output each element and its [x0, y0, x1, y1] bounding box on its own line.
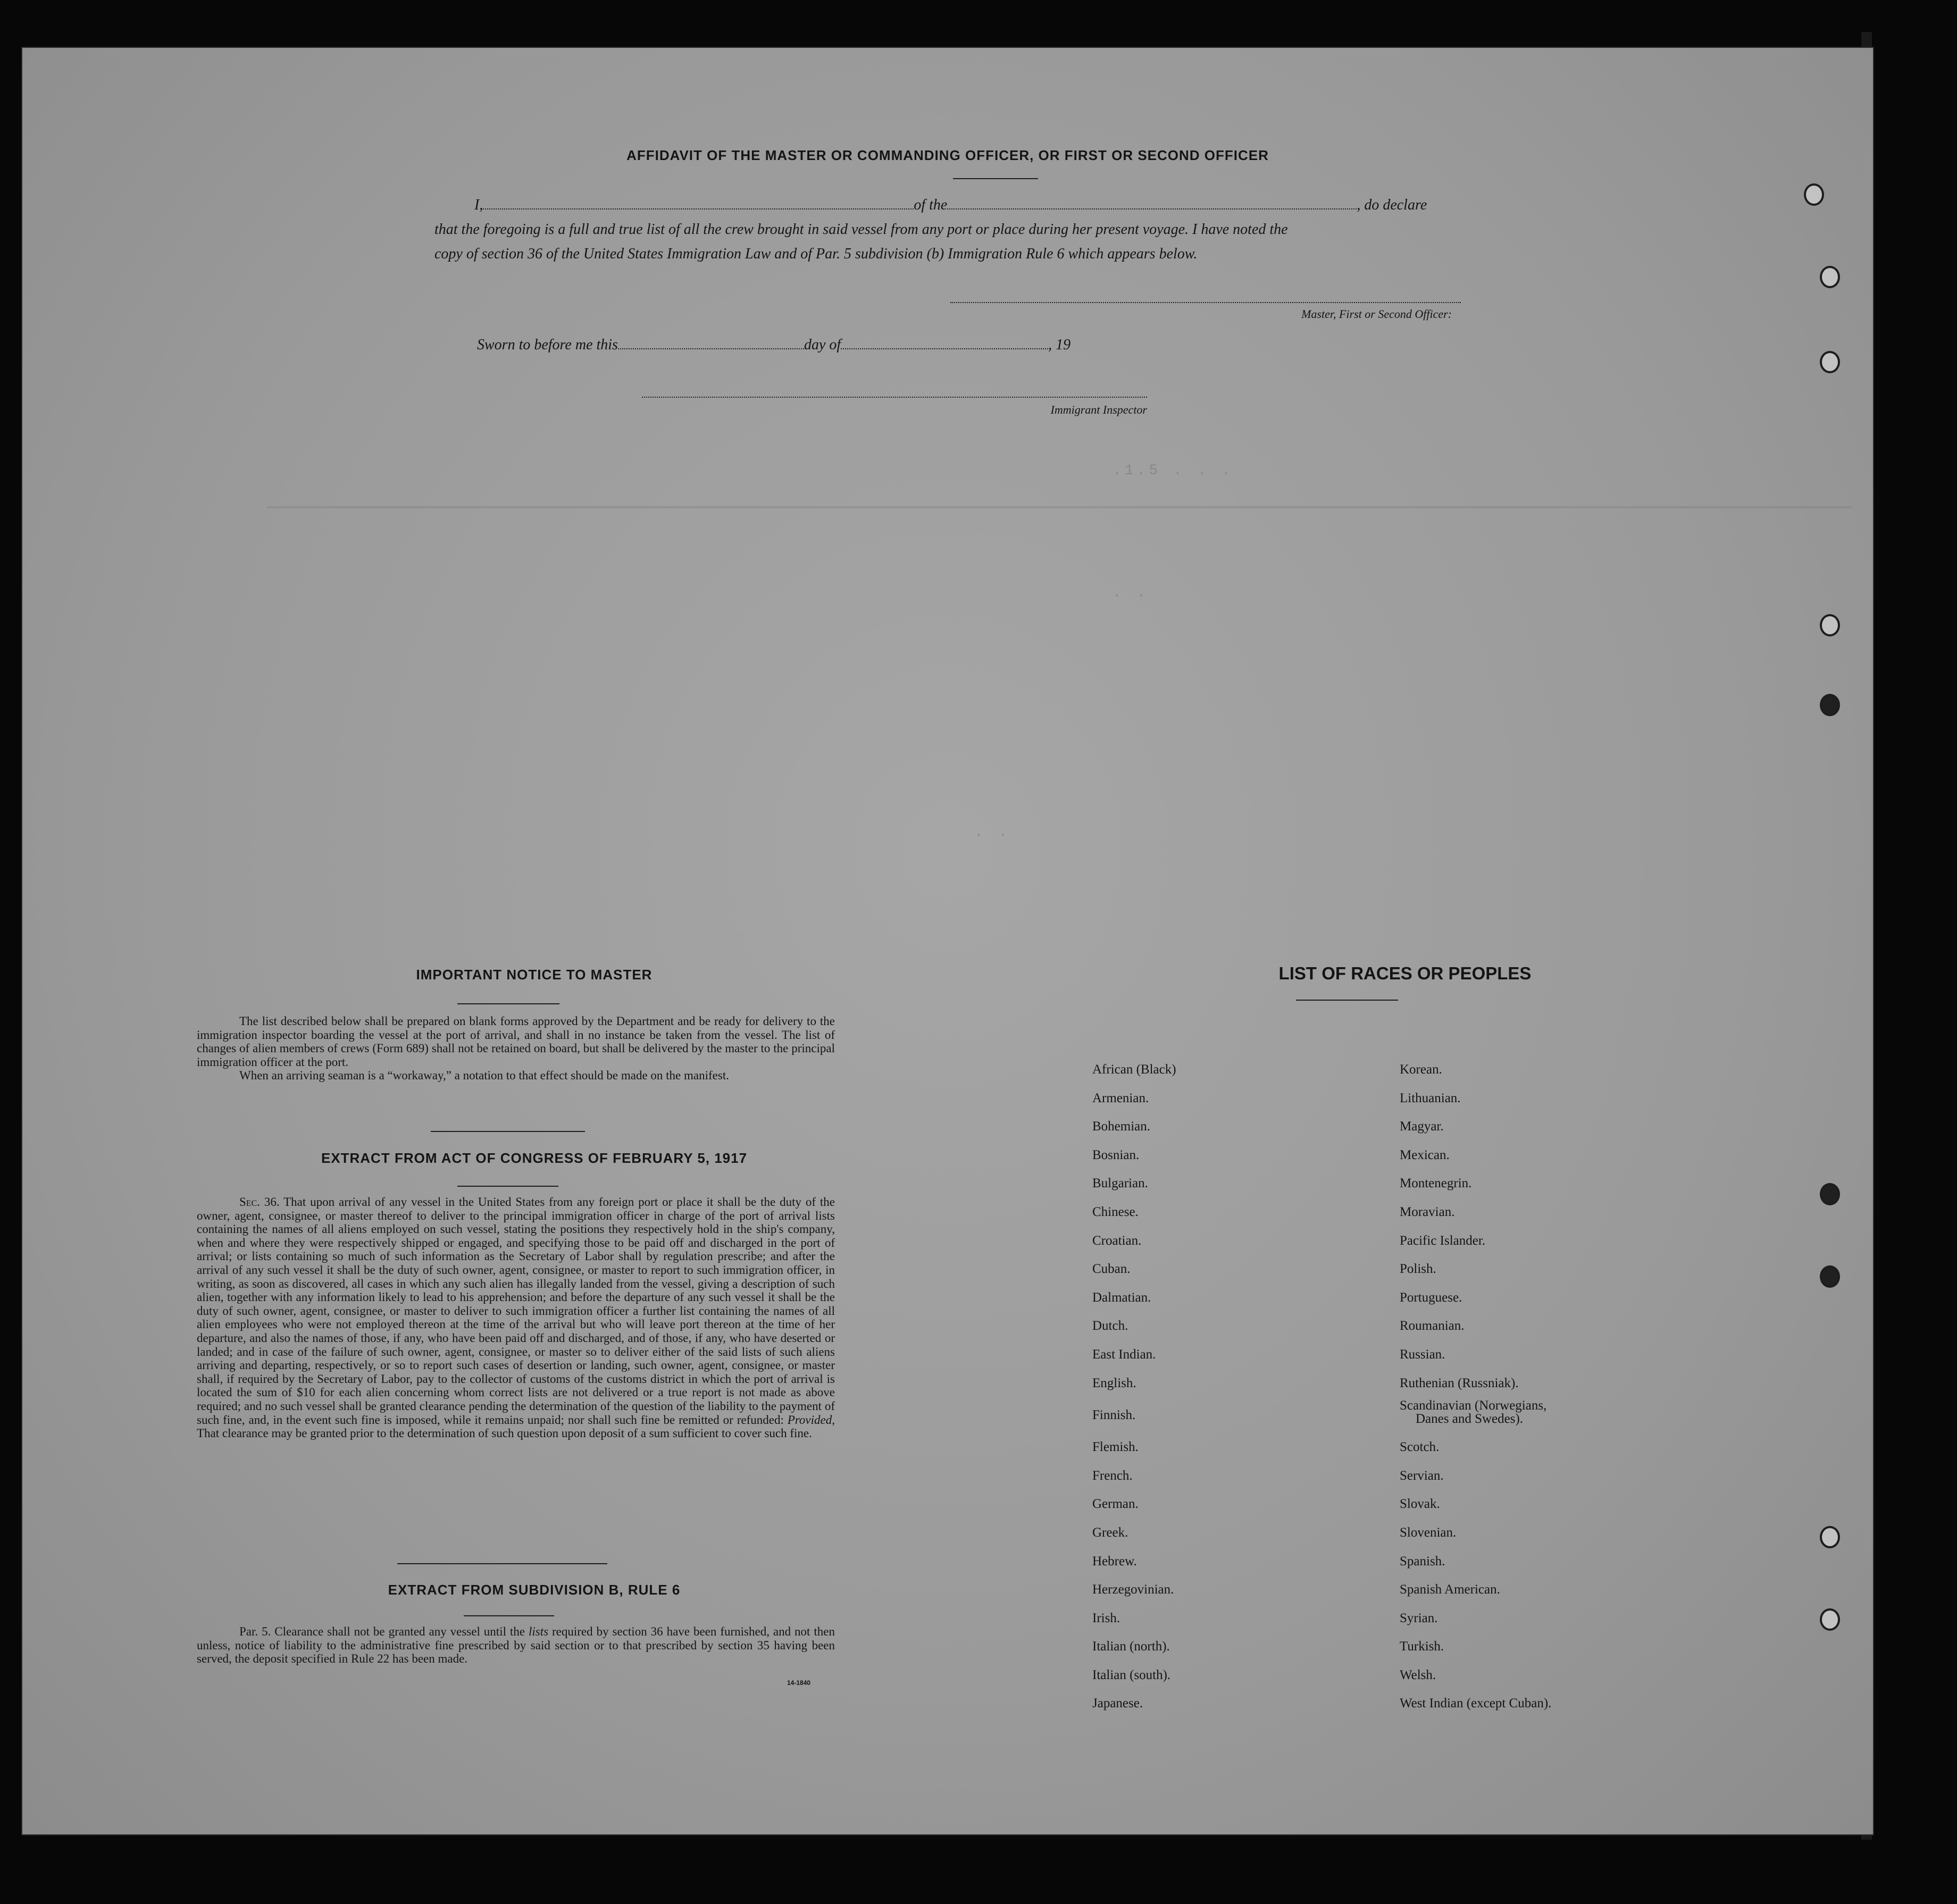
races-rule [1296, 1000, 1398, 1001]
race-item: Bohemian. [1092, 1119, 1151, 1134]
punch-hole [1820, 351, 1840, 373]
punch-hole [1820, 266, 1840, 288]
sworn-year-label: , 19 [1048, 337, 1071, 353]
sworn-prefix: Sworn to before me this [477, 337, 618, 353]
punch-hole [1820, 614, 1840, 636]
bleed-through-row [267, 506, 1852, 508]
race-item: Montenegrin. [1400, 1176, 1472, 1191]
race-item: West Indian (except Cuban). [1400, 1696, 1552, 1711]
race-item: Italian (south). [1092, 1667, 1171, 1682]
notice-paragraph-2: When an arriving seaman is a “workaway,” a notation to that effect should be made on the manifest. [239, 1069, 729, 1083]
race-item: Flemish. [1092, 1440, 1139, 1455]
bleed-through-marks: . . [1113, 585, 1149, 601]
notice-title: IMPORTANT NOTICE TO MASTER [416, 967, 653, 983]
races-right-column [1400, 1055, 1551, 1718]
bleed-through-marks: . . [974, 824, 1011, 841]
punch-hole [1820, 1526, 1840, 1548]
race-item: East Indian. [1092, 1347, 1156, 1362]
sworn-day-blank[interactable] [618, 338, 804, 349]
punch-hole [1804, 183, 1824, 206]
race-item: Russian. [1400, 1347, 1445, 1362]
title-rule [953, 178, 1038, 179]
races-left-column [1092, 1055, 1176, 1718]
race-item: Korean. [1400, 1062, 1442, 1077]
race-item: Pacific Islander. [1400, 1233, 1486, 1248]
race-item: Chinese. [1092, 1204, 1139, 1219]
race-item: Croatian. [1092, 1233, 1142, 1248]
race-item-line: Danes and Swedes). [1416, 1412, 1524, 1427]
race-item: English. [1092, 1375, 1136, 1390]
divider-rule [431, 1131, 585, 1132]
rule-text-before: Par. 5. Clearance shall not be granted any vessel until the [239, 1625, 525, 1638]
race-item: Bulgarian. [1092, 1176, 1148, 1191]
race-item: Portuguese. [1400, 1290, 1462, 1305]
race-item: Slovenian. [1400, 1525, 1457, 1540]
race-item: Bosnian. [1092, 1147, 1140, 1162]
race-item: Ruthenian (Russniak). [1400, 1375, 1519, 1390]
bleed-through-marks: .1.5 . . . [1113, 463, 1234, 479]
race-item: German. [1092, 1497, 1139, 1512]
race-item: Mexican. [1400, 1147, 1450, 1162]
master-signature-caption: Master, First or Second Officer: [1301, 307, 1452, 321]
sworn-line [477, 337, 1071, 354]
race-item: French. [1092, 1468, 1133, 1483]
affidavit-line-2: that the foregoing is a full and true list of all the crew brought in said vessel from any port or place during her present voyage. I have noted the [434, 221, 1288, 238]
race-item: Armenian. [1092, 1091, 1149, 1105]
race-item: Herzegovinian. [1092, 1582, 1174, 1597]
race-item: Slovak. [1400, 1497, 1440, 1512]
race-item: Irish. [1092, 1611, 1120, 1625]
name-blank[interactable] [483, 198, 914, 209]
race-item: Polish. [1400, 1262, 1436, 1277]
extract-rule-rule [464, 1615, 554, 1616]
rule-lists-word: lists [528, 1625, 549, 1638]
section-text: That upon arrival of any vessel in the United States from any foreign port or place it shall be the duty of the owner, agent, consignee, or master thereof to deliver to the principal immigration officer in charge of the port of arrival lists containing the names of all aliens employed on such vessel, stating the positions they respectively hold in the ship's company, when and where they were respectively shipped or engaged, and specifying those to be paid off and discharged in the port of arrival; or lists containing so much of such information as the Secretary of Labor shall by regulation prescribe; and after the arrival of any such vessel it shall be the duty of such owner, agent, consignee, or master to report to such immigration officer, in writing, as soon as discovered, all cases in which any such alien has illegally landed from the vessel, giving a description of such alien, together with any information likely to lead to his apprehension; and before the departure of any such vessel it shall be the duty of such owner, agent, consignee, or master to deliver to such immigration officer a further list containing the names of all alien employees who were not employed thereon at the time of the arrival but who will leave port thereon at the time of her departure, and also the names of those, if any, who have been paid off and discharged, and of those, if any, who have deserted or landed; and in case of the failure of such owner, agent, consignee, or master so to deliver either of the said lists of such aliens arriving and departing, respectively, or so to report such cases of desertion or landing, such owner, agent, consignee, or master shall, if required by the Secretary of Labor, pay to the collector of customs of the customs district in which the port of arrival is located the sum of $10 for each alien concerning whom correct lists are not delivered or a true report is not made as above required; and no such vessel shall be granted clearance pending the determination of the question of the liability to the payment of such fine, and, in the event such fine is imposed, while it remains unpaid; nor shall such fine be remitted or refunded: [197, 1195, 835, 1427]
inspector-signature-line[interactable] [642, 397, 1147, 398]
rule-text-after: required by section 36 have been furnished, and not then unless, notice of liability to the administrative fine prescribed by said section or to that prescribed by section 35 having been served, the deposit specified in Rule 22 has been made. [197, 1625, 835, 1666]
race-item: Spanish American. [1400, 1582, 1500, 1597]
extract-act-text [197, 1195, 835, 1440]
extract-act-title: EXTRACT FROM ACT OF CONGRESS OF FEBRUARY 5, 1917 [321, 1150, 748, 1166]
punch-hole [1820, 1265, 1840, 1288]
notice-text [197, 1014, 835, 1083]
extract-rule-text [197, 1625, 835, 1666]
race-item: Magyar. [1400, 1119, 1444, 1134]
form-sheet [22, 48, 1873, 1834]
inspector-signature-caption: Immigrant Inspector [1050, 403, 1147, 416]
race-item: Spanish. [1400, 1554, 1445, 1569]
punch-hole [1820, 1183, 1840, 1205]
extract-rule-title: EXTRACT FROM SUBDIVISION B, RULE 6 [388, 1582, 681, 1598]
proviso-text: That clearance may be granted prior to the determination of such question upon deposit of a sum sufficient to cover such fine. [197, 1427, 812, 1440]
race-item-line: Scandinavian (Norwegians, [1400, 1398, 1547, 1413]
race-item: Italian (north). [1092, 1639, 1170, 1654]
race-item: Dalmatian. [1092, 1290, 1151, 1305]
extract-act-rule [457, 1186, 558, 1187]
sworn-day-label: day of [804, 337, 841, 353]
race-item: Turkish. [1400, 1639, 1444, 1654]
vessel-blank[interactable] [947, 198, 1357, 209]
master-signature-line[interactable] [950, 302, 1461, 303]
race-item: Hebrew. [1092, 1554, 1137, 1569]
affidavit-i-label: I, [474, 197, 483, 213]
affidavit-title: AFFIDAVIT OF THE MASTER OR COMMANDING OFFICER, OR FIRST OR SECOND OFFICER [626, 147, 1269, 163]
sworn-month-blank[interactable] [841, 338, 1048, 349]
race-item: African (Black) [1092, 1062, 1176, 1077]
race-item: Japanese. [1092, 1696, 1143, 1711]
race-item-two-line [1400, 1397, 1551, 1433]
divider-rule [397, 1563, 607, 1564]
section-label: Sec. 36. [239, 1195, 280, 1209]
race-item: Syrian. [1400, 1611, 1438, 1625]
notice-rule [457, 1003, 559, 1004]
race-item: Cuban. [1092, 1262, 1131, 1277]
race-item: Servian. [1400, 1468, 1444, 1483]
notice-paragraph-1: The list described below shall be prepared on blank forms approved by the Department and be ready for delivery to the immigration inspector boarding the vessel at the port of arrival, and shall in no instance be taken from the vessel. The list of changes of alien members of crews (Form 689) shall not be retained on board, but shall be delivered by the master to the principal immigration officer at the port. [197, 1014, 835, 1069]
race-item: Moravian. [1400, 1204, 1455, 1219]
race-item: Scotch. [1400, 1440, 1440, 1455]
races-title: LIST OF RACES OR PEOPLES [1278, 963, 1532, 983]
race-item: Greek. [1092, 1525, 1128, 1540]
race-item: Dutch. [1092, 1319, 1128, 1333]
affidavit-of-the-label: of the [914, 197, 948, 213]
punch-hole [1820, 1608, 1840, 1631]
extract-rule-paragraph [197, 1625, 835, 1666]
affidavit-line-3: copy of section 36 of the United States Immigration Law and of Par. 5 subdivision (b) Immigration Rule 6 which appears below. [434, 246, 1198, 262]
race-item: Welsh. [1400, 1667, 1436, 1682]
race-item: Lithuanian. [1400, 1091, 1461, 1105]
race-item: Finnish. [1092, 1408, 1136, 1423]
extract-act-paragraph [197, 1195, 835, 1440]
race-item: Roumanian. [1400, 1319, 1465, 1333]
affidavit-line-1 [474, 197, 1427, 214]
affidavit-declare-label: , do declare [1357, 197, 1427, 213]
punch-hole [1820, 694, 1840, 716]
proviso-label: Provided, [787, 1413, 835, 1427]
form-number: 14-1840 [787, 1679, 811, 1687]
